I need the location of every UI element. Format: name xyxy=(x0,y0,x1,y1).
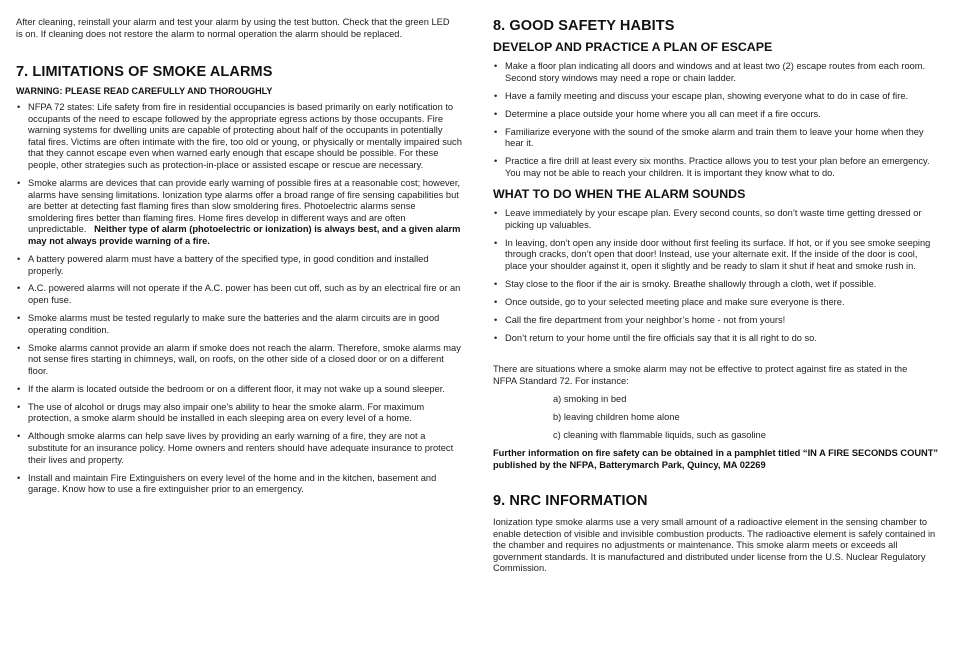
list-item: • Don’t return to your home until the fire officials say that it is all right to do so. xyxy=(493,333,939,345)
cleaning-paragraph: After cleaning, reinstall your alarm and test your alarm by using the test button. Check that the green LED is on. If cleaning does not restore the alarm to normal operation the alarm should be replaced. xyxy=(16,17,450,39)
further-info-paragraph: Further information on fire safety can be obtained in a pamphlet titled “IN A FIRE SECONDS COUNT” published by the NFPA, Batterymarch Park, Quincy, MA 02269 xyxy=(493,448,939,470)
list-item: • Although smoke alarms can help save lives by providing an early warning of a fire, they are not a substitute for an insurance policy. Home owners and renters should have adequate insurance to protect their lives and property. xyxy=(16,431,462,466)
alarm-sounds-list xyxy=(493,208,939,351)
list-item: • Once outside, go to your selected meeting place and make sure everyone is there. xyxy=(493,297,939,309)
limitations-list xyxy=(16,102,462,502)
list-item: • A.C. powered alarms will not operate if the A.C. power has been cut off, such as by an electrical fire or an open fuse. xyxy=(16,283,462,306)
section-9-heading: 9. NRC INFORMATION xyxy=(493,493,648,509)
list-item: • Determine a place outside your home where you all can meet if a fire occurs. xyxy=(493,109,939,121)
list-item: • Smoke alarms must be tested regularly to make sure the batteries and the alarm circuits are in good operating condition. xyxy=(16,313,462,336)
list-item: • Make a floor plan indicating all doors and windows and at least two (2) escape routes from each room. Second story windows may need a rope or chain ladder. xyxy=(493,61,939,84)
list-item: • Familiarize everyone with the sound of the smoke alarm and train them to leave your home when they hear it. xyxy=(493,127,939,150)
bold-warning-note: Neither type of alarm (photoelectric or ionization) is always best, and a given alarm may not always provide warning of a fire. xyxy=(28,224,461,246)
list-item: • A battery powered alarm must have a battery of the specified type, in good condition and installed properly. xyxy=(16,254,462,277)
list-item: • Leave immediately by your escape plan. Every second counts, so don’t waste time getting dressed or picking up valuables. xyxy=(493,208,939,231)
alarm-sounds-subheading: WHAT TO DO WHEN THE ALARM SOUNDS xyxy=(493,187,746,201)
list-item: • NFPA 72 states: Life safety from fire in residential occupancies is based primarily on early notification to occupants of the need to escape followed by the appropriate egress actions by those occupants. Fire warning systems for dwelling units are capable of protecting about half of the occupants in potentially fatal fires. Victims are often intimate with the fire, too old or young, or physically or mentally impaired such that they cannot escape even when warned early enough that escape should be possible. For these people, other strategies such as protection-in-place or assisted escape or rescue are necessary. xyxy=(16,102,462,172)
list-item: • Smoke alarms cannot provide an alarm if smoke does not reach the alarm. Therefore, smoke alarms may not sense fires starting in chimneys, wall, on roofs, on the other side of a closed door or on a different floor. xyxy=(16,343,462,378)
list-item: • Practice a fire drill at least every six months. Practice allows you to test your plan before an emergency. You may not be able to reach your children. It is important they know what to do. xyxy=(493,156,939,179)
section-8-heading: 8. GOOD SAFETY HABITS xyxy=(493,18,675,34)
list-item: • The use of alcohol or drugs may also impair one’s ability to hear the smoke alarm. For maximum protection, a smoke alarm should be installed in each sleeping area on every level of a home. xyxy=(16,402,462,425)
example-item: c) cleaning with flammable liquids, such as gasoline xyxy=(553,430,766,441)
list-item: • Call the fire department from your neighbor’s home - not from yours! xyxy=(493,315,939,327)
list-item: • In leaving, don’t open any inside door without first feeling its surface. If hot, or if you see smoke seeping through cracks, don’t open that door! Instead, use your alternate exit. If the inside of the door is cool, place your shoulder against it, open it slightly and be ready to slam it shut if heat and smoke rush in. xyxy=(493,238,939,273)
examples-list xyxy=(493,394,939,449)
example-item: a) smoking in bed xyxy=(553,394,627,404)
situations-paragraph: There are situations where a smoke alarm may not be effective to protect against fire as stated in the NFPA Standard 72. For instance: xyxy=(493,364,908,386)
escape-plan-subheading: DEVELOP AND PRACTICE A PLAN OF ESCAPE xyxy=(493,40,773,54)
warning-text: WARNING: PLEASE READ CAREFULLY AND THOROUGHLY xyxy=(16,86,273,96)
nrc-paragraph: Ionization type smoke alarms use a very small amount of a radioactive element in the sensing chamber to enable detection of visible and invisible combustion products. The radioactive element is safely contained in the chamber and requires no adjustments or maintenance. This smoke alarm meets or exceeds all government standards. It is manufactured and distributed under license from the U.S. Nuclear Regulatory Commission. xyxy=(493,517,936,574)
list-item: • Install and maintain Fire Extinguishers on every level of the home and in the kitchen, basement and garage. Know how to use a fire extinguisher prior to an emergency. xyxy=(16,473,462,496)
list-item: • If the alarm is located outside the bedroom or on a different floor, it may not wake up a sound sleeper. xyxy=(16,384,462,396)
list-item: • Stay close to the floor if the air is smoky. Breathe shallowly through a cloth, wet if possible. xyxy=(493,279,939,291)
list-item: • Have a family meeting and discuss your escape plan, showing everyone what to do in case of fire. xyxy=(493,91,939,103)
escape-plan-list xyxy=(493,61,939,186)
example-item: b) leaving children home alone xyxy=(553,412,680,423)
section-7-heading: 7. LIMITATIONS OF SMOKE ALARMS xyxy=(16,64,273,80)
list-item: • Smoke alarms are devices that can provide early warning of possible fires at a reasonable cost; however, alarms have sensing limitations. Ionization type alarms offer a broad range of fire sensing capabilities but are better at detecting fast flaming fires than slow smoldering fires. Photoelectric alarms sense smoldering fires better than flaming fires. Home fires develop in different ways and are often unpredictable. Neither type of alarm (photoelectric or ionization) is always best, and a given alarm may not always provide warning of a fire. xyxy=(16,178,462,248)
